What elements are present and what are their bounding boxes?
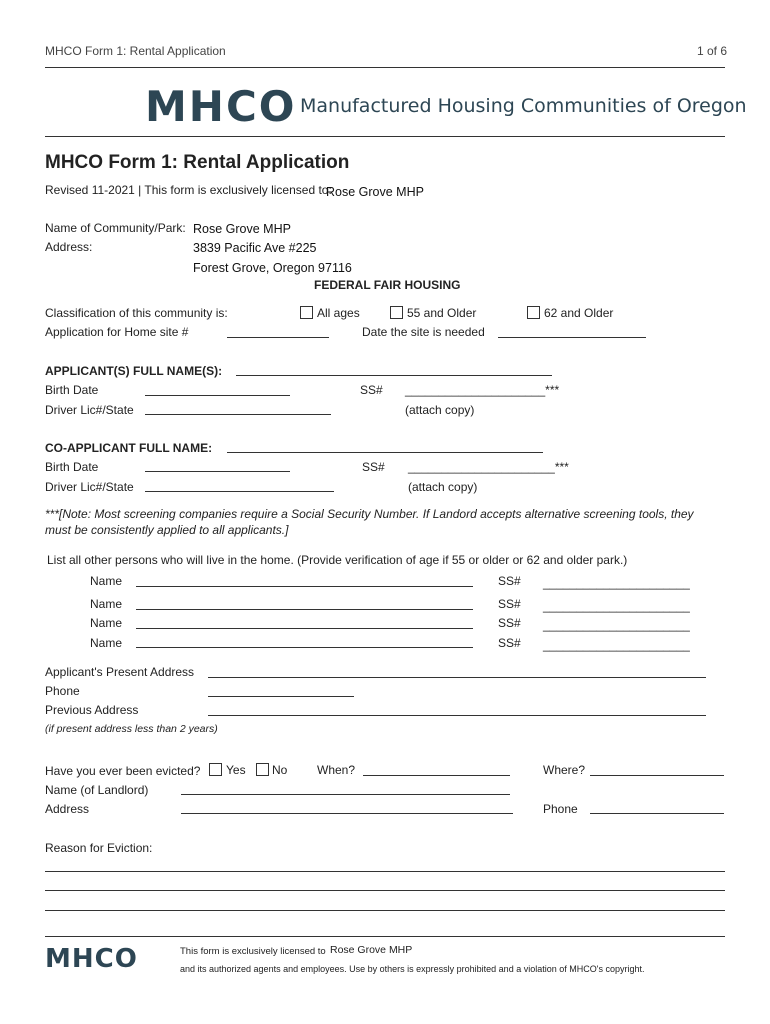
community-name-label: Name of Community/Park: [45, 221, 186, 235]
all-ages-label: All ages [317, 306, 360, 320]
address-line1[interactable]: 3839 Pacific Ave #225 [193, 241, 317, 255]
coapplicant-birth-label: Birth Date [45, 460, 99, 474]
other-name-field[interactable] [136, 647, 473, 648]
coapplicant-heading: CO-APPLICANT FULL NAME: [45, 441, 213, 455]
previous-address-label: Previous Address [45, 703, 139, 717]
landlord-address-field[interactable] [181, 813, 513, 814]
date-needed-label: Date the site is needed [362, 325, 485, 339]
coapplicant-attach: (attach copy) [408, 480, 478, 494]
classification-label: Classification of this community is: [45, 306, 228, 320]
reason-line[interactable] [45, 936, 725, 937]
applicant-birth-label: Birth Date [45, 383, 99, 397]
applicant-ssn-label: SS# [360, 383, 383, 397]
other-ssn-field[interactable]: ______________________ [543, 638, 690, 652]
other-ssn-label: SS# [498, 574, 521, 588]
landlord-field[interactable] [181, 794, 510, 795]
other-name-label: Name [90, 597, 123, 611]
evicted-no-checkbox[interactable] [256, 763, 269, 776]
coapplicant-dl-label: Driver Lic#/State [45, 480, 134, 494]
55-older-checkbox[interactable] [390, 306, 403, 319]
homesite-field[interactable] [227, 337, 329, 338]
evicted-question: Have you ever been evicted? [45, 764, 201, 778]
phone-label: Phone [45, 684, 80, 698]
fair-housing-heading: FEDERAL FAIR HOUSING [314, 278, 461, 292]
applicant-name-field[interactable] [236, 375, 552, 376]
landlord-address-label: Address [45, 802, 90, 816]
evicted-no-label: No [272, 763, 288, 777]
community-name-value[interactable]: Rose Grove MHP [193, 222, 291, 236]
62-older-label: 62 and Older [544, 306, 614, 320]
footer-logo: MHCO [45, 944, 138, 974]
applicant-ssn-field[interactable]: _____________________*** [405, 383, 560, 397]
eviction-reason-label: Reason for Eviction: [45, 841, 153, 855]
applicant-dl-label: Driver Lic#/State [45, 403, 134, 417]
when-label: When? [317, 763, 356, 777]
others-intro: List all other persons who will live in the home. (Provide verification of age if 55 or older or 62 and older park.) [47, 553, 628, 567]
reason-line[interactable] [45, 910, 725, 911]
coapplicant-dl-field[interactable] [145, 491, 334, 492]
footer-licensee: Rose Grove MHP [330, 944, 413, 956]
ssn-note: ***[Note: Most screening companies require a Social Security Number. If Landord accepts alternative screening tools, they must be consistently applied to all applicants.] [45, 507, 694, 537]
coapplicant-name-field[interactable] [227, 452, 543, 453]
other-ssn-field[interactable]: ______________________ [543, 618, 690, 632]
where-field[interactable] [590, 775, 724, 776]
licensee-value: Rose Grove MHP [326, 185, 424, 199]
date-needed-field[interactable] [498, 337, 646, 338]
reason-line[interactable] [45, 871, 725, 872]
other-name-label: Name [90, 616, 123, 630]
applicant-attach: (attach copy) [405, 403, 475, 417]
applicant-heading: APPLICANT(S) FULL NAME(S): [45, 364, 223, 378]
reason-line[interactable] [45, 890, 725, 891]
landlord-label: Name (of Landlord) [45, 783, 149, 797]
landlord-phone-label: Phone [543, 802, 578, 816]
logo-wordmark: MHCO [145, 82, 297, 131]
previous-address-field[interactable] [208, 715, 706, 716]
footer-licensed-text: This form is exclusively licensed to [180, 946, 326, 957]
address-label: Address: [45, 240, 93, 254]
other-ssn-field[interactable]: ______________________ [543, 576, 690, 590]
evicted-yes-checkbox[interactable] [209, 763, 222, 776]
other-name-label: Name [90, 574, 123, 588]
when-field[interactable] [363, 775, 510, 776]
evicted-yes-label: Yes [226, 763, 246, 777]
other-ssn-label: SS# [498, 636, 521, 650]
logo-rule [45, 136, 725, 137]
other-name-label: Name [90, 636, 123, 650]
coapplicant-ssn-label: SS# [362, 460, 385, 474]
previous-address-note: (if present address less than 2 years) [45, 723, 218, 735]
other-name-field[interactable] [136, 628, 473, 629]
where-label: Where? [543, 763, 586, 777]
footer-copyright: and its authorized agents and employees. Use by others is expressly prohibited and a violation of MHCO's copyright. [180, 964, 645, 974]
55-older-label: 55 and Older [407, 306, 477, 320]
page-number: 1 of 6 [697, 44, 728, 58]
applicant-dl-field[interactable] [145, 414, 331, 415]
applicant-birth-field[interactable] [145, 395, 290, 396]
revised-line: Revised 11-2021 | This form is exclusively licensed to: [45, 183, 332, 197]
other-name-field[interactable] [136, 586, 473, 587]
other-ssn-label: SS# [498, 616, 521, 630]
page-header-title: MHCO Form 1: Rental Application [45, 44, 226, 58]
form-title: MHCO Form 1: Rental Application [45, 152, 350, 173]
homesite-label: Application for Home site # [45, 325, 189, 339]
landlord-phone-field[interactable] [590, 813, 724, 814]
phone-field[interactable] [208, 696, 354, 697]
present-address-field[interactable] [208, 677, 706, 678]
other-ssn-label: SS# [498, 597, 521, 611]
logo-tagline: Manufactured Housing Communities of Oregon [300, 95, 747, 117]
62-older-checkbox[interactable] [527, 306, 540, 319]
address-line2[interactable]: Forest Grove, Oregon 97116 [193, 261, 352, 275]
all-ages-checkbox[interactable] [300, 306, 313, 319]
coapplicant-ssn-field[interactable]: ______________________*** [408, 460, 569, 474]
header-rule [45, 67, 725, 68]
other-ssn-field[interactable]: ______________________ [543, 599, 690, 613]
present-address-label: Applicant's Present Address [45, 665, 195, 679]
other-name-field[interactable] [136, 609, 473, 610]
coapplicant-birth-field[interactable] [145, 471, 290, 472]
